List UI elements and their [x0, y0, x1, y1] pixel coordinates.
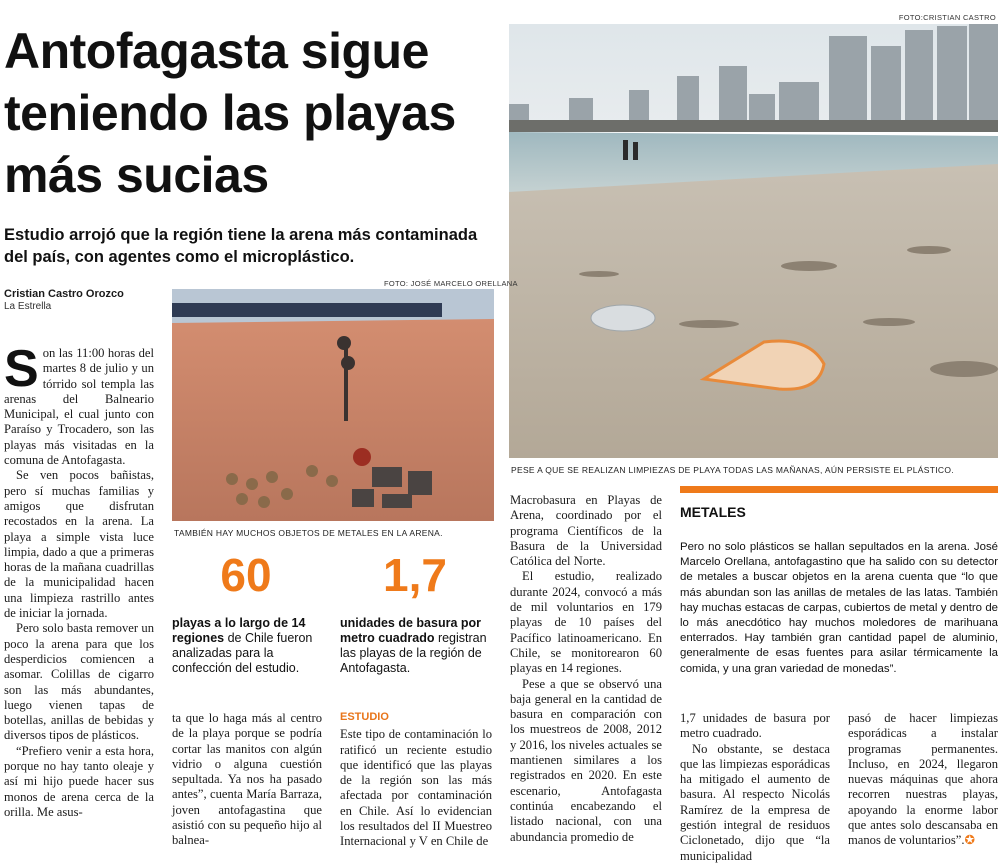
paragraph: Se ven pocos bañistas, pero sí muchas familias y amigos que disfrutan recostados en la arena. La playa a simple vista luce limpia, dado a que a primeras horas de la mañana cuadrillas de la municipalidad hacen una limpieza rastrillo antes de iniciar la jornada. [4, 468, 154, 621]
main-photo-caption: PESE A QUE SE REALIZAN LIMPIEZAS DE PLAYA TODAS LAS MAÑANAS, AÚN PERSISTE EL PLÁSTICO. [511, 465, 954, 475]
paragraph: 1,7 unidades de basura por metro cuadrado. [680, 711, 830, 741]
small-photo-credit: FOTO: JOSÉ MARCELO ORELLANA [384, 279, 518, 288]
metales-heading: METALES [680, 504, 746, 520]
drop-cap: S [4, 340, 39, 398]
subheadline: Estudio arrojó que la región tiene la arena más contaminada del país, con agentes como el microplástico. [4, 226, 478, 266]
metal-objects-photo [172, 289, 494, 521]
stat-number-trash-density: 1,7 [383, 549, 447, 601]
stat-emphasis: playas a lo largo de 14 regiones [172, 616, 306, 645]
paragraph: El estudio, realizado durante 2024, convocó a más de mil voluntarios en 179 playas de 10 países del Pacífico latinoamericano. En Chile, se monitorearon 60 playas en 14 regiones. [510, 569, 662, 676]
stat-emphasis: unidades de basura por metro cuadrado [340, 616, 482, 645]
paragraph: Macrobasura en Playas de Arena, coordinado por el programa Científicos de la Basura de la Universidad Católica del Norte. [510, 493, 662, 569]
stat-description-beaches [172, 616, 320, 676]
paragraph: No obstante, se destaca que las limpiezas esporádicas ha mitigado el aumento de basura. Al respecto Nicolás Ramírez de la empresa de gestión integral de residuos Ciclonetado, dijo que “la municipalidad [680, 741, 830, 863]
small-photo-caption: TAMBIÉN HAY MUCHOS OBJETOS DE METALES EN LA ARENA. [174, 528, 443, 538]
section-label-estudio: ESTUDIO [340, 711, 389, 723]
article-column-6 [848, 711, 998, 849]
byline-author: Cristian Castro Orozco [4, 288, 124, 300]
paragraph: Este tipo de contaminación lo ratificó un reciente estudio que identificó que las playas de la región son las más afectada por contaminación en Chile. Así lo evidencian los resultados del II Muestreo Internacional y V en Chile de [340, 727, 492, 849]
end-mark-icon: ✪ [964, 833, 976, 848]
article-column-4 [510, 493, 662, 845]
article-column-2 [172, 711, 322, 849]
byline-outlet: La Estrella [4, 301, 52, 312]
main-photo-credit: FOTO:CRISTIAN CASTRO [898, 13, 996, 22]
paragraph: pasó de hacer limpiezas esporádicas a instalar programas permanentes. Incluso, en 2024, llegaron nuevas máquinas que ahora recorren nuestras playas, apoyando la enorme labor que antes solo descansaba en manos de voluntarios”. [848, 711, 998, 848]
metal-objects-photo-image [172, 289, 494, 521]
article-column-1 [4, 340, 154, 820]
main-beach-photo [509, 24, 998, 458]
paragraph: Pese a que se observó una baja general en la cantidad de basura en comparación con los muestreos de 2008, 2012 y 2016, los niveles actuales se mantienen similares a los registrados en 2020. En este escenario, Antofagasta continúa encabezando el listado nacional, con una abundancia promedio de [510, 676, 662, 844]
paragraph: on las 11:00 horas del martes 8 de julio y un tórrido sol templa las arenas del Balneario Municipal, el cual junto con Paraíso y Trocadero, son las playas más visitadas en la comuna de Antofagasta. [4, 346, 154, 468]
metales-accent-bar [680, 486, 998, 493]
metales-box [680, 540, 998, 677]
stat-number-beaches: 60 [220, 549, 272, 601]
headline: Antofagasta sigue teniendo las playas más sucias [4, 23, 456, 203]
metales-paragraph: Pero no solo plásticos se hallan sepultados en la arena. José Marcelo Orellana, antofagastino que ha salido con su detector de metales a buscar objetos en la arena cuenta que “lo que más abundan son las anillas de metales de las latas. También hay muchas estacas de carpas, cubiertos de metal y dentro de lo más anecdótico hay muchos moledores de marihuana enterrados. Hay también gran cantidad papel de aluminio, generalmente de esas fuentes para asilar térmicamente la comida, y una gran variedad de monedas”. [680, 541, 998, 675]
paragraph: Pero solo basta remover un poco la arena para que los desperdicios comiencen a asomar. Colillas de cigarro son las más abundantes, luego vienen tapas de botellas, anillas de bebidas y diversos tipos de plásticos. [4, 621, 154, 743]
stat-text: registran las playas de la región de Antofagasta. [340, 631, 487, 675]
main-beach-photo-image [509, 24, 998, 458]
article-column-5 [680, 711, 830, 864]
paragraph: “Prefiero venir a esta hora, porque no hay tanto oleaje y así mi hijo puede hacer sus monos de arena cerca de la orilla. Me asus- [4, 743, 154, 819]
stat-description-trash-density [340, 616, 492, 676]
paragraph: ta que lo haga más al centro de la playa porque se podría cortar las manitos con algún vidrio o alguna cuestión sepultada. Ya nos ha pasado antes”, cuenta María Barraza, joven antofagastina que asistió con su pequeño hijo al balnea- [172, 711, 322, 848]
article-column-3 [340, 710, 492, 850]
stat-text: de Chile fueron analizadas para la confección del estudio. [172, 631, 313, 675]
